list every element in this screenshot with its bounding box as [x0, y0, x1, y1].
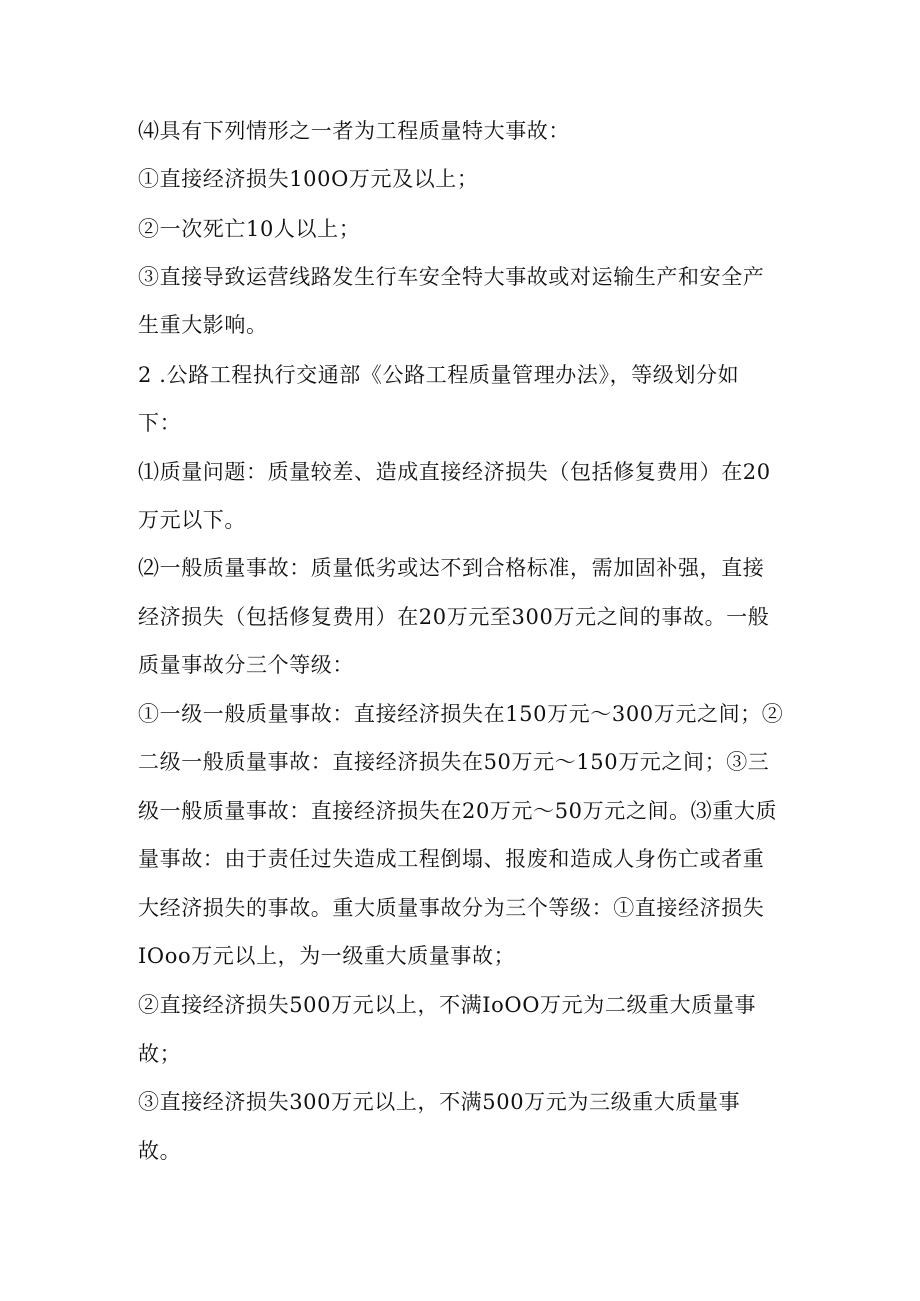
text-line: 2 .公路工程执行交通部《公路工程质量管理办法》，等级划分如	[138, 363, 740, 387]
text-line: ⑵一般质量事故：质量低劣或达不到合格标准，需加固补强，直接	[138, 556, 765, 580]
text-line: 经济损失（包括修复费用）在20万元至300万元之间的事故。一般	[138, 605, 770, 629]
text-line: ③直接经济损失300万元以上，不满500万元为三级重大质量事	[138, 1090, 741, 1114]
text-line: ①直接经济损失100O万元及以上；	[138, 167, 479, 191]
text-line: ⑴质量问题：质量较差、造成直接经济损失（包括修复费用）在20	[138, 460, 771, 484]
text-line: 级一般质量事故：直接经济损失在20万元～50万元之间。⑶重大质	[138, 799, 778, 823]
text-line: 量事故：由于责任过失造成工程倒塌、报废和造成人身伤亡或者重	[138, 847, 765, 871]
text-line: 生重大影响。	[138, 313, 268, 337]
text-line: IOoo万元以上，为一级重大质量事故；	[138, 944, 516, 968]
text-line: 大经济损失的事故。重大质量事故分为三个等级：①直接经济损失	[138, 896, 765, 920]
text-line: 故；	[138, 1042, 182, 1066]
text-line: ②直接经济损失500万元以上，不满IoOO万元为二级重大质量事	[138, 993, 757, 1017]
text-line: ①一级一般质量事故：直接经济损失在150万元～300万元之间；②	[138, 702, 784, 726]
text-line: 故。	[138, 1139, 182, 1163]
text-line: 二级一般质量事故：直接经济损失在50万元～150万元之间；③三	[138, 750, 770, 774]
text-line: ⑷具有下列情形之一者为工程质量特大事故：	[138, 119, 570, 143]
text-line: 万元以下。	[138, 508, 246, 532]
text-line: ③直接导致运营线路发生行车安全特大事故或对运输生产和安全产	[138, 265, 765, 289]
text-line: 下：	[138, 411, 182, 435]
text-line: ②一次死亡10人以上；	[138, 217, 361, 241]
text-line: 质量事故分三个等级：	[138, 653, 354, 677]
